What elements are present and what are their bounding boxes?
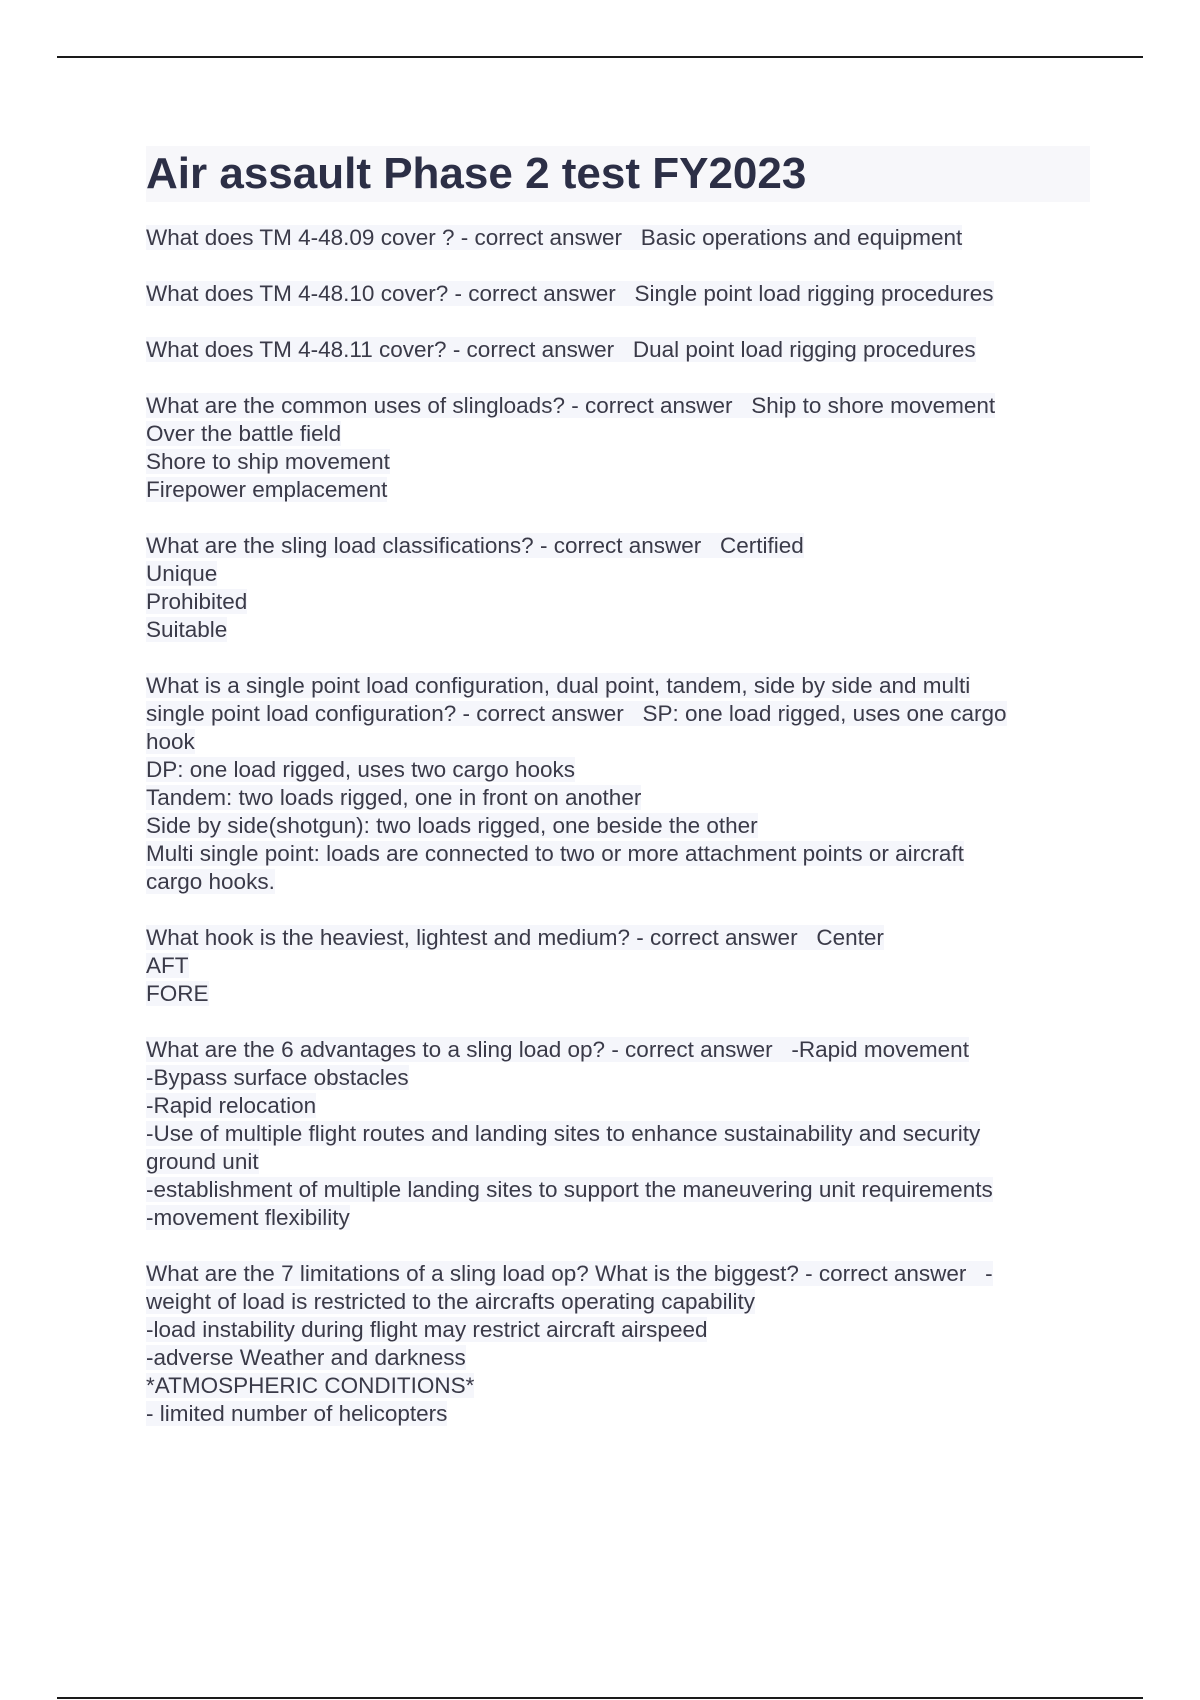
document-body	[146, 146, 1090, 1456]
qa-item	[146, 336, 1090, 364]
answer-line: Unique	[146, 561, 218, 586]
answer-text: -Rapid movement	[791, 1037, 969, 1062]
answer-text: -	[985, 1261, 993, 1286]
question-text: What does TM 4-48.11 cover? - correct answer	[146, 337, 615, 362]
question-text: What are the sling load classifications? - correct answer	[146, 533, 702, 558]
answer-line: Side by side(shotgun): two loads rigged, one beside the other	[146, 813, 758, 838]
qa-item	[146, 924, 1090, 1008]
question-text: What is a single point load configuration, dual point, tandem, side by side and multi	[146, 673, 971, 698]
question-text: What does TM 4-48.10 cover? - correct answer	[146, 281, 616, 306]
question-text: single point load configuration? - correct answer	[146, 701, 624, 726]
qa-item	[146, 532, 1090, 644]
answer-line: *ATMOSPHERIC CONDITIONS*	[146, 1373, 475, 1398]
answer-line: - limited number of helicopters	[146, 1401, 448, 1426]
answer-text: Single point load rigging procedures	[634, 281, 994, 306]
answer-line: -Bypass surface obstacles	[146, 1065, 409, 1090]
qa-item	[146, 224, 1090, 252]
answer-line: weight of load is restricted to the aircrafts operating capability	[146, 1289, 756, 1314]
question-text: What does TM 4-48.09 cover ? - correct answer	[146, 225, 623, 250]
qa-item	[146, 1036, 1090, 1232]
answer-text: Ship to shore movement	[751, 393, 996, 418]
answer-line: Multi single point: loads are connected to two or more attachment points or aircraft	[146, 841, 964, 866]
bottom-rule	[57, 1697, 1143, 1699]
answer-line: hook	[146, 729, 195, 754]
qa-item	[146, 672, 1090, 896]
answer-line: -load instability during flight may restrict aircraft airspeed	[146, 1317, 708, 1342]
top-rule	[57, 56, 1143, 58]
answer-line: -movement flexibility	[146, 1205, 350, 1230]
qa-item	[146, 392, 1090, 504]
answer-line: AFT	[146, 953, 189, 978]
qa-list	[146, 224, 1090, 1428]
qa-item	[146, 1260, 1090, 1428]
answer-line: DP: one load rigged, uses two cargo hooks	[146, 757, 576, 782]
qa-item	[146, 280, 1090, 308]
answer-text: Basic operations and equipment	[640, 225, 963, 250]
answer-line: -Use of multiple flight routes and landing sites to enhance sustainability and security	[146, 1121, 981, 1146]
answer-line: Shore to ship movement	[146, 449, 390, 474]
question-text: What are the common uses of slingloads? - correct answer	[146, 393, 733, 418]
answer-line: cargo hooks.	[146, 869, 275, 894]
answer-line: -adverse Weather and darkness	[146, 1345, 466, 1370]
answer-line: -Rapid relocation	[146, 1093, 317, 1118]
answer-text: Center	[816, 925, 884, 950]
question-text: What are the 7 limitations of a sling load op? What is the biggest? - correct answer	[146, 1261, 967, 1286]
document-title: Air assault Phase 2 test FY2023	[146, 146, 1090, 202]
answer-line: ground unit	[146, 1149, 259, 1174]
answer-text: Dual point load rigging procedures	[632, 337, 976, 362]
answer-line: Firepower emplacement	[146, 477, 388, 502]
question-text: What are the 6 advantages to a sling load op? - correct answer	[146, 1037, 773, 1062]
answer-text: SP: one load rigged, uses one cargo	[642, 701, 1007, 726]
question-text: What hook is the heaviest, lightest and medium? - correct answer	[146, 925, 798, 950]
answer-line: Over the battle field	[146, 421, 342, 446]
answer-line: -establishment of multiple landing sites to support the maneuvering unit requirements	[146, 1177, 993, 1202]
answer-line: Tandem: two loads rigged, one in front on another	[146, 785, 642, 810]
answer-text: Certified	[720, 533, 804, 558]
answer-line: FORE	[146, 981, 209, 1006]
answer-line: Suitable	[146, 617, 228, 642]
answer-line: Prohibited	[146, 589, 248, 614]
